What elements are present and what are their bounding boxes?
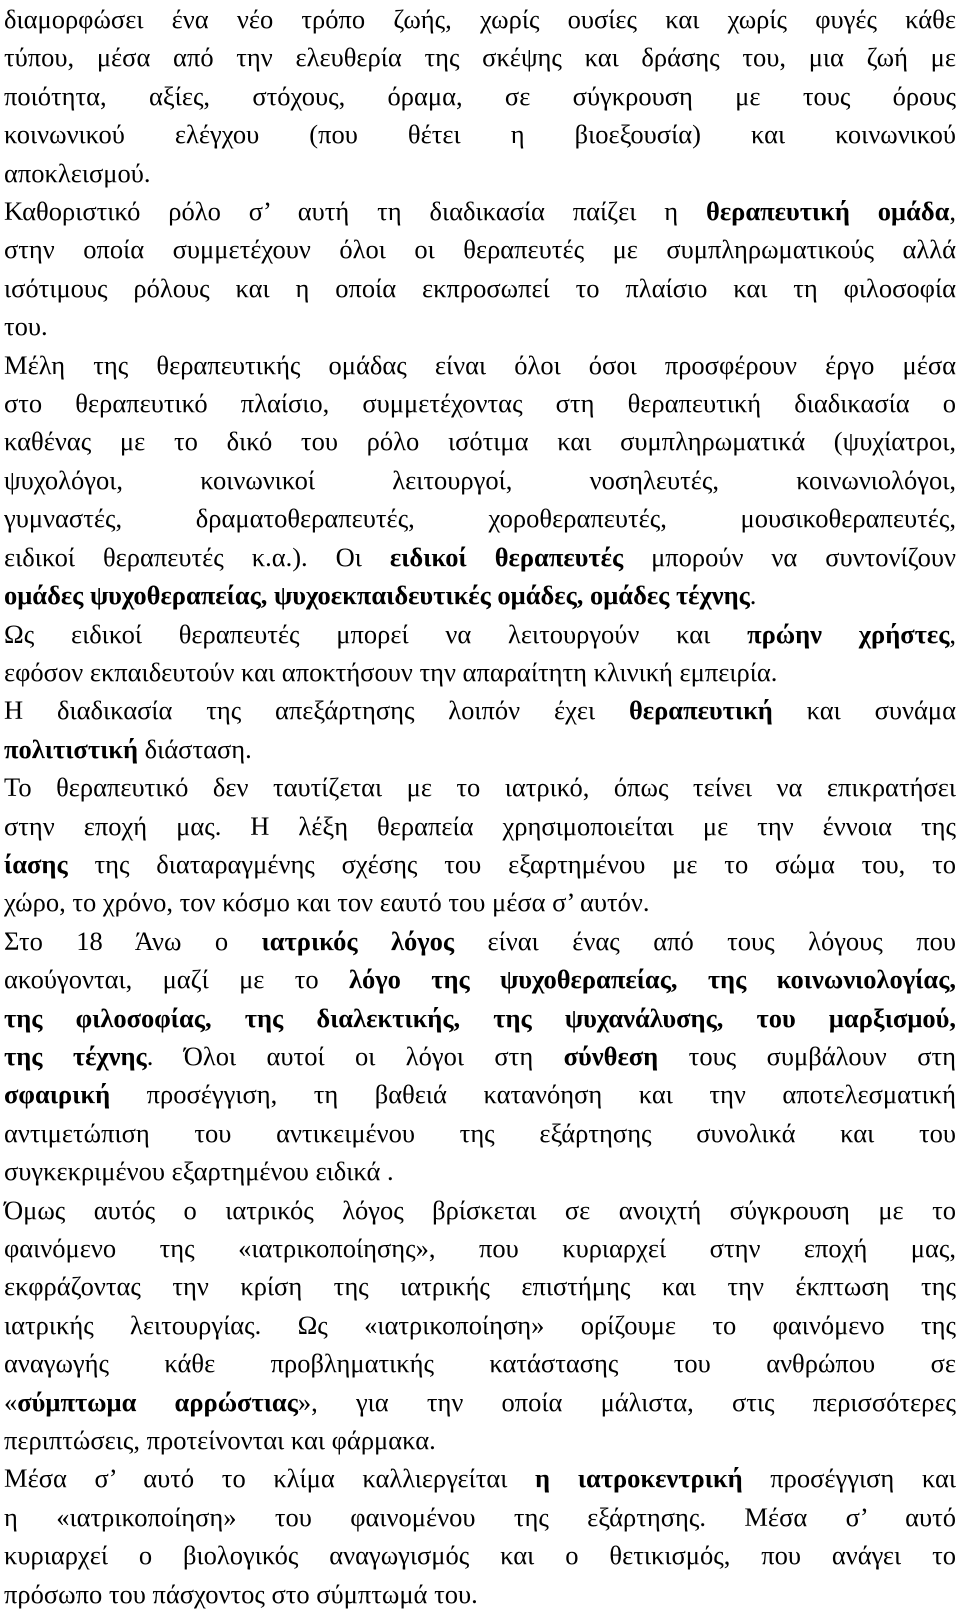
text-line: [4, 1114, 956, 1152]
text-line: [4, 1575, 956, 1613]
text-run: Στο 18 Άνω ο: [4, 925, 262, 956]
text-line: [4, 653, 956, 691]
text-run: Ως ειδικοί θεραπευτές μπορεί να λειτουργούν και: [4, 618, 748, 649]
bold-text: λόγο της ψυχοθεραπείας, της κοινωνιολογίας,: [349, 964, 956, 995]
text-run: ισότιμους ρόλους και η οποία εκπροσωπεί το πλαίσιο και τη φιλοσοφία: [4, 272, 956, 303]
text-run: ακούγονται, μαζί με το: [4, 964, 349, 995]
text-line: [4, 1498, 956, 1536]
text-line: [4, 1267, 956, 1305]
text-run: γυμναστές, δραματοθεραπευτές, χοροθεραπευτές, μουσικοθεραπευτές,: [4, 503, 956, 534]
text-run: προσέγγιση και: [742, 1463, 956, 1494]
bold-text: σύνθεση: [563, 1040, 659, 1071]
text-line: [4, 768, 956, 806]
text-line: [4, 1383, 956, 1421]
text-line: διαμορφώσει ένα νέο τρόπο ζωής, χωρίς ουσίες και χωρίς φυγές κάθε: [4, 4, 956, 34]
paragraph-3: [4, 346, 956, 615]
text-line: [4, 615, 956, 653]
bold-text: πολιτιστική: [4, 733, 139, 764]
bold-text: ιατρικός λόγος: [261, 925, 455, 956]
text-run: ψυχολόγοι, κοινωνικοί λειτουργοί, νοσηλευτές, κοινωνιολόγοι,: [4, 464, 956, 495]
text-run: ειδικοί θεραπευτές κ.α.). Οι: [4, 541, 390, 572]
text-line: [4, 922, 956, 960]
text-run: αναγωγής κάθε προβληματικής κατάστασης του ανθρώπου σε: [4, 1348, 956, 1379]
text-line: [4, 883, 956, 921]
text-run: Το θεραπευτικό δεν ταυτίζεται με το ιατρικό, όπως τείνει να επικρατήσει: [4, 772, 956, 803]
text-run: ,: [949, 196, 956, 227]
text-line: [4, 1229, 956, 1267]
text-run: εφόσον εκπαιδευτούν και αποκτήσουν την απαραίτητη κλινική εμπειρία.: [4, 656, 778, 687]
text-run: . Όλοι αυτοί οι λόγοι στη: [146, 1040, 564, 1071]
text-line: [4, 1536, 956, 1574]
paragraph-9: [4, 1459, 956, 1613]
bold-text: ομάδες ψυχοθεραπείας, ψυχοεκπαιδευτικές ομάδες, ομάδες τέχνης: [4, 580, 750, 611]
text-line: [4, 384, 956, 422]
text-line: αποκλεισμού.: [4, 157, 151, 188]
text-run: προσέγγιση, τη βαθειά κατανόηση και την αποτελεσματική: [110, 1079, 956, 1110]
text-line: [4, 960, 956, 998]
bold-text: ειδικοί θεραπευτές: [389, 541, 624, 572]
text-run: είναι ένας από τους λόγους που: [454, 925, 956, 956]
text-run: συγκεκριμένου εξαρτημένου ειδικά .: [4, 1156, 394, 1187]
text-line: [4, 691, 956, 729]
text-run: του.: [4, 311, 48, 342]
text-run: ,: [949, 618, 957, 649]
text-run: Μέλη της θεραπευτικής ομάδας είναι όλοι όσοι προσφέρουν έργο μέσα: [4, 349, 956, 380]
bold-text: της φιλοσοφίας, της διαλεκτικής, της ψυχανάλυσης, του μαρξισμού,: [4, 1002, 956, 1033]
text-line: ποιότητα, αξίες, στόχους, όραμα, σε σύγκρουση με τους όρους: [4, 80, 956, 111]
text-run: στην οποία συμμετέχουν όλοι οι θεραπευτές με συμπληρωματικούς αλλά: [4, 234, 956, 265]
text-run: .: [749, 580, 757, 611]
text-line: [4, 1191, 956, 1229]
text-line: [4, 1037, 956, 1075]
text-line: [4, 845, 956, 883]
text-run: μπορούν να συντονίζουν: [623, 541, 956, 572]
paragraph-8: [4, 1191, 956, 1460]
bold-text: θεραπευτική: [628, 695, 773, 726]
text-run: διάσταση.: [138, 733, 252, 764]
bold-text: πρώην χρήστες: [747, 618, 950, 649]
text-run: καθένας με το δικό του ρόλο ισότιμα και συμπληρωματικά (ψυχίατροι,: [4, 426, 956, 457]
text-line: [4, 1421, 956, 1459]
text-line: [4, 269, 956, 307]
paragraph-6: [4, 768, 956, 922]
bold-text: σύμπτωμα αρρώστιας: [17, 1386, 298, 1417]
text-line: [4, 538, 956, 576]
text-line: [4, 307, 956, 345]
text-line: [4, 999, 956, 1037]
paragraph-7: [4, 922, 956, 1191]
text-line: [4, 422, 956, 460]
text-run: Η διαδικασία της απεξάρτησης λοιπόν έχει: [4, 695, 629, 726]
bold-text: σφαιρική: [4, 1079, 111, 1110]
text-run: η «ιατρικοποίηση» του φαινομένου της εξάρτησης. Μέσα σ’ αυτό: [4, 1501, 956, 1532]
text-run: φαινόμενο της «ιατρικοποίησης», που κυριαρχεί στην εποχή μας,: [4, 1233, 956, 1263]
text-line: [4, 346, 956, 384]
text-line: [4, 807, 956, 845]
text-run: και συνάμα: [772, 695, 956, 726]
text-line: [4, 192, 956, 230]
bold-text: ίασης: [4, 848, 68, 879]
text-line: [4, 730, 956, 768]
paragraph-2: [4, 192, 956, 346]
text-line: [4, 499, 956, 537]
bold-text: θεραπευτική ομάδα: [705, 196, 950, 227]
text-run: εκφράζοντας την κρίση της ιατρικής επιστήμης και την έκπτωση της: [4, 1271, 956, 1302]
paragraph-4: [4, 615, 956, 692]
text-run: «: [4, 1386, 18, 1417]
bold-text: η ιατροκεντρική: [535, 1463, 743, 1494]
text-run: κυριαρχεί ο βιολογικός αναγωγισμός και ο θετικισμός, που ανάγει το: [4, 1540, 956, 1571]
paragraph-1: [4, 0, 956, 192]
text-line: [4, 1075, 956, 1113]
text-line: [4, 576, 956, 614]
text-run: στο θεραπευτικό πλαίσιο, συμμετέχοντας στη θεραπευτική διαδικασία ο: [4, 388, 956, 419]
text-line: [4, 1459, 956, 1497]
text-line: [4, 1344, 956, 1382]
text-run: τους συμβάλουν στη: [658, 1040, 956, 1071]
text-run: », για την οποία μάλιστα, στις περισσότερες: [297, 1386, 956, 1417]
paragraph-5: [4, 691, 956, 768]
text-run: πρόσωπο του πάσχοντος στο σύμπτωμά του.: [4, 1578, 478, 1609]
bold-text: της τέχνης: [4, 1040, 147, 1071]
text-run: αντιμετώπιση του αντικειμένου της εξάρτησης συνολικά και του: [4, 1117, 956, 1148]
text-run: περιπτώσεις, προτείνονται και φάρμακα.: [4, 1425, 436, 1456]
text-run: της διαταραγμένης σχέσης του εξαρτημένου με το σώμα του, το: [67, 848, 956, 879]
text-run: Καθοριστικό ρόλο σ’ αυτή τη διαδικασία παίζει η: [4, 196, 706, 227]
text-line: [4, 230, 956, 268]
text-run: στην εποχή μας. Η λέξη θεραπεία χρησιμοποιείται με την έννοια της: [4, 810, 956, 841]
text-line: [4, 461, 956, 499]
text-run: ιατρικής λειτουργίας. Ως «ιατρικοποίηση» ορίζουμε το φαινόμενο της: [4, 1309, 956, 1340]
text-line: [4, 1152, 956, 1190]
text-line: κοινωνικού ελέγχου (που θέτει η βιοεξουσία) και κοινωνικού: [4, 119, 956, 150]
text-run: χώρο, το χρόνο, τον κόσμο και τον εαυτό του μέσα σ’ αυτόν.: [4, 887, 650, 918]
text-run: Όμως αυτός ο ιατρικός λόγος βρίσκεται σε ανοιχτή σύγκρουση με το: [4, 1194, 956, 1225]
text-run: Μέσα σ’ αυτό το κλίμα καλλιεργείται: [4, 1463, 536, 1494]
text-line: [4, 1306, 956, 1344]
text-line: τύπου, μέσα από την ελευθερία της σκέψης και δράσης του, μια ζωή με: [4, 42, 956, 73]
